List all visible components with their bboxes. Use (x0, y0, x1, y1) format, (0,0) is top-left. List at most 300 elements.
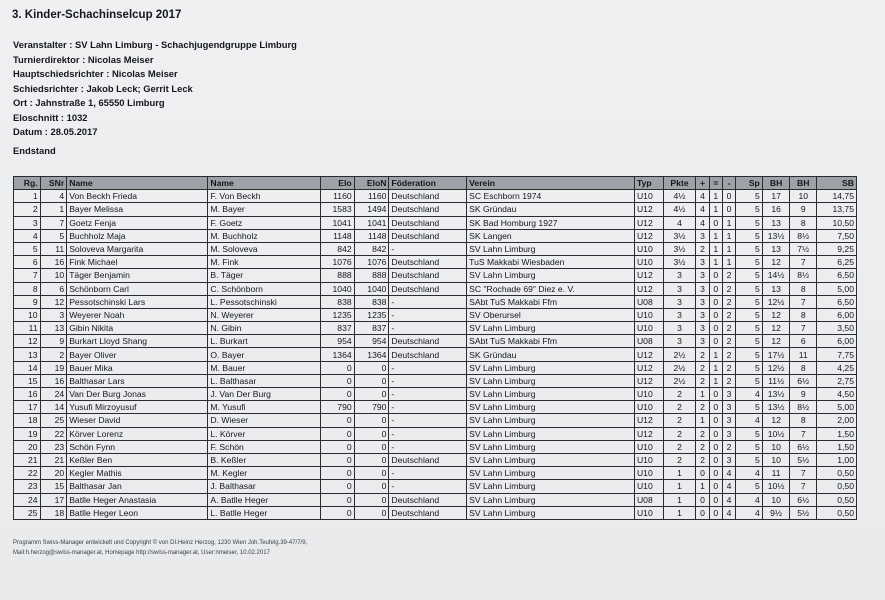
cell-elo-national: 0 (354, 440, 389, 453)
cell-elo-national: 0 (354, 506, 389, 519)
cell-wins: 0 (696, 467, 709, 480)
cell-elo: 842 (320, 242, 354, 255)
cell-start-number: 16 (40, 374, 67, 387)
cell-federation: Deutschland (389, 269, 467, 282)
header-type: Typ (634, 177, 663, 190)
cell-points: 2 (663, 388, 696, 401)
cell-federation: - (389, 374, 467, 387)
cell-losses: 4 (722, 493, 735, 506)
cell-start-number: 7 (40, 216, 67, 229)
header-games: Sp (736, 177, 763, 190)
cell-type: U10 (634, 388, 663, 401)
cell-losses: 4 (722, 467, 735, 480)
cell-rank: 18 (14, 414, 41, 427)
cell-start-number: 13 (40, 322, 67, 335)
cell-buchholz-cut: 10 (790, 190, 817, 203)
cell-sonneborn-berger: 1,50 (817, 440, 857, 453)
cell-wins: 2 (696, 401, 709, 414)
cell-games: 4 (736, 506, 763, 519)
cell-name: Gibin Nikita (67, 322, 208, 335)
cell-elo-national: 0 (354, 467, 389, 480)
cell-wins: 1 (696, 388, 709, 401)
cell-short-name: M. Soloveva (208, 242, 321, 255)
cell-club: SV Lahn Limburg (467, 453, 635, 466)
cell-points: 2 (663, 414, 696, 427)
cell-short-name: M. Bayer (208, 203, 321, 216)
cell-elo: 888 (320, 269, 354, 282)
info-line-arbiters: Schiedsrichter : Jakob Leck; Gerrit Leck (13, 82, 193, 94)
cell-losses: 0 (722, 190, 735, 203)
cell-wins: 3 (696, 335, 709, 348)
cell-club: SV Lahn Limburg (467, 361, 635, 374)
cell-buchholz: 11 (762, 467, 790, 480)
cell-sonneborn-berger: 0,50 (817, 506, 857, 519)
cell-games: 5 (736, 242, 763, 255)
cell-losses: 0 (722, 203, 735, 216)
cell-draws: 1 (709, 361, 722, 374)
cell-wins: 0 (696, 506, 709, 519)
cell-federation: Deutschland (389, 335, 467, 348)
cell-buchholz: 10 (762, 493, 790, 506)
cell-type: U12 (634, 229, 663, 242)
cell-games: 4 (736, 388, 763, 401)
cell-club: SV Lahn Limburg (467, 467, 635, 480)
header-club: Verein (467, 177, 635, 190)
cell-sonneborn-berger: 0,50 (817, 467, 857, 480)
cell-federation: - (389, 361, 467, 374)
cell-draws: 0 (709, 216, 722, 229)
cell-elo-national: 1235 (354, 308, 389, 321)
cell-draws: 0 (709, 493, 722, 506)
cell-elo: 0 (320, 493, 354, 506)
cell-elo-national: 1494 (354, 203, 389, 216)
cell-club: SK Bad Homburg 1927 (467, 216, 635, 229)
cell-sonneborn-berger: 2,00 (817, 414, 857, 427)
cell-losses: 4 (722, 480, 735, 493)
cell-games: 5 (736, 269, 763, 282)
table-row (14, 374, 857, 387)
cell-elo: 1583 (320, 203, 354, 216)
cell-start-number: 6 (40, 282, 67, 295)
cell-buchholz-cut: 5½ (790, 453, 817, 466)
cell-sonneborn-berger: 0,50 (817, 480, 857, 493)
cell-name: Körver Lorenz (67, 427, 208, 440)
cell-name: Balthasar Jan (67, 480, 208, 493)
standings-table (13, 176, 857, 520)
header-sonneborn-berger: SB (817, 177, 857, 190)
cell-losses: 3 (722, 427, 735, 440)
cell-elo-national: 790 (354, 401, 389, 414)
cell-sonneborn-berger: 4,50 (817, 388, 857, 401)
cell-name: Yusufi Mirzoyusuf (67, 401, 208, 414)
cell-rank: 13 (14, 348, 41, 361)
cell-club: SV Lahn Limburg (467, 480, 635, 493)
cell-club: SV Lahn Limburg (467, 322, 635, 335)
cell-buchholz-cut: 8 (790, 414, 817, 427)
cell-rank: 4 (14, 229, 41, 242)
cell-sonneborn-berger: 6,00 (817, 335, 857, 348)
cell-buchholz-cut: 7 (790, 467, 817, 480)
cell-losses: 2 (722, 308, 735, 321)
cell-rank: 22 (14, 467, 41, 480)
cell-elo: 0 (320, 506, 354, 519)
cell-points: 3 (663, 282, 696, 295)
cell-club: SV Lahn Limburg (467, 401, 635, 414)
cell-games: 5 (736, 335, 763, 348)
cell-sonneborn-berger: 0,50 (817, 493, 857, 506)
cell-club: SV Lahn Limburg (467, 374, 635, 387)
cell-losses: 2 (722, 295, 735, 308)
cell-rank: 17 (14, 401, 41, 414)
cell-draws: 1 (709, 256, 722, 269)
cell-elo-national: 0 (354, 480, 389, 493)
cell-federation: - (389, 308, 467, 321)
cell-elo-national: 838 (354, 295, 389, 308)
cell-buchholz: 10½ (762, 427, 790, 440)
cell-buchholz-cut: 8½ (790, 269, 817, 282)
cell-club: SV Lahn Limburg (467, 427, 635, 440)
cell-buchholz: 13½ (762, 401, 790, 414)
cell-buchholz: 12 (762, 308, 790, 321)
cell-start-number: 22 (40, 427, 67, 440)
cell-sonneborn-berger: 5,00 (817, 282, 857, 295)
cell-points: 3 (663, 335, 696, 348)
cell-games: 5 (736, 348, 763, 361)
cell-name: Bayer Oliver (67, 348, 208, 361)
cell-type: U12 (634, 427, 663, 440)
cell-name: Bauer Mika (67, 361, 208, 374)
cell-club: TuS Makkabi Wiesbaden (467, 256, 635, 269)
cell-games: 5 (736, 308, 763, 321)
cell-sonneborn-berger: 1,50 (817, 427, 857, 440)
cell-federation: - (389, 440, 467, 453)
cell-elo-national: 1364 (354, 348, 389, 361)
cell-sonneborn-berger: 6,50 (817, 295, 857, 308)
info-line-location: Ort : Jahnstraße 1, 65550 Limburg (13, 97, 165, 108)
cell-wins: 3 (696, 229, 709, 242)
cell-start-number: 2 (40, 348, 67, 361)
cell-wins: 2 (696, 242, 709, 255)
cell-rank: 9 (14, 295, 41, 308)
cell-points: 1 (663, 467, 696, 480)
cell-name: Bayer Melissa (67, 203, 208, 216)
cell-name: Schönborn Carl (67, 282, 208, 295)
cell-club: SV Lahn Limburg (467, 493, 635, 506)
cell-wins: 3 (696, 256, 709, 269)
cell-short-name: N. Gibin (208, 322, 321, 335)
cell-short-name: L. Pessotschinski (208, 295, 321, 308)
cell-name: Batlle Heger Anastasia (67, 493, 208, 506)
cell-draws: 0 (709, 440, 722, 453)
cell-federation: - (389, 322, 467, 335)
cell-wins: 1 (696, 480, 709, 493)
cell-buchholz: 17 (762, 190, 790, 203)
cell-games: 5 (736, 282, 763, 295)
cell-sonneborn-berger: 14,75 (817, 190, 857, 203)
cell-sonneborn-berger: 3,50 (817, 322, 857, 335)
cell-buchholz-cut: 7 (790, 256, 817, 269)
cell-wins: 3 (696, 308, 709, 321)
cell-points: 2½ (663, 361, 696, 374)
cell-buchholz: 10 (762, 440, 790, 453)
cell-sonneborn-berger: 7,50 (817, 229, 857, 242)
cell-points: 3 (663, 308, 696, 321)
cell-buchholz-cut: 11 (790, 348, 817, 361)
cell-buchholz-cut: 7½ (790, 242, 817, 255)
cell-federation: Deutschland (389, 256, 467, 269)
cell-name: Kegler Mathis (67, 467, 208, 480)
cell-type: U10 (634, 308, 663, 321)
cell-sonneborn-berger: 2,75 (817, 374, 857, 387)
cell-start-number: 19 (40, 361, 67, 374)
cell-short-name: A. Batlle Heger (208, 493, 321, 506)
cell-short-name: O. Bayer (208, 348, 321, 361)
cell-federation: - (389, 427, 467, 440)
cell-start-number: 24 (40, 388, 67, 401)
cell-draws: 1 (709, 374, 722, 387)
cell-losses: 2 (722, 440, 735, 453)
cell-club: SV Lahn Limburg (467, 242, 635, 255)
cell-rank: 14 (14, 361, 41, 374)
cell-games: 5 (736, 374, 763, 387)
cell-rank: 8 (14, 282, 41, 295)
cell-short-name: D. Wieser (208, 414, 321, 427)
cell-draws: 0 (709, 453, 722, 466)
cell-points: 3½ (663, 256, 696, 269)
cell-type: U08 (634, 335, 663, 348)
cell-buchholz-cut: 7 (790, 322, 817, 335)
cell-points: 4½ (663, 203, 696, 216)
cell-buchholz-cut: 5½ (790, 506, 817, 519)
table-row (14, 361, 857, 374)
cell-elo: 0 (320, 388, 354, 401)
cell-buchholz-cut: 8½ (790, 229, 817, 242)
table-row (14, 480, 857, 493)
cell-points: 4 (663, 216, 696, 229)
cell-buchholz: 12 (762, 256, 790, 269)
header-elo: Elo (320, 177, 354, 190)
cell-losses: 1 (722, 229, 735, 242)
cell-short-name: M. Yusufi (208, 401, 321, 414)
cell-elo: 1160 (320, 190, 354, 203)
cell-buchholz-cut: 8 (790, 282, 817, 295)
cell-draws: 0 (709, 308, 722, 321)
cell-name: Weyerer Noah (67, 308, 208, 321)
cell-draws: 0 (709, 480, 722, 493)
cell-buchholz: 12 (762, 335, 790, 348)
cell-name: Van Der Burg Jonas (67, 388, 208, 401)
cell-name: Schön Fynn (67, 440, 208, 453)
cell-elo-national: 1076 (354, 256, 389, 269)
cell-elo-national: 0 (354, 493, 389, 506)
cell-points: 1 (663, 506, 696, 519)
cell-buchholz-cut: 7 (790, 427, 817, 440)
cell-rank: 16 (14, 388, 41, 401)
cell-short-name: M. Fink (208, 256, 321, 269)
cell-sonneborn-berger: 6,50 (817, 269, 857, 282)
header-losses: - (722, 177, 735, 190)
cell-short-name: L. Balthasar (208, 374, 321, 387)
cell-federation: Deutschland (389, 203, 467, 216)
cell-games: 5 (736, 322, 763, 335)
cell-club: SV Lahn Limburg (467, 269, 635, 282)
table-row (14, 506, 857, 519)
cell-name: Fink Michael (67, 256, 208, 269)
table-row (14, 190, 857, 203)
cell-losses: 4 (722, 506, 735, 519)
cell-start-number: 16 (40, 256, 67, 269)
cell-name: Balthasar Lars (67, 374, 208, 387)
cell-elo-national: 954 (354, 335, 389, 348)
cell-losses: 1 (722, 242, 735, 255)
cell-type: U12 (634, 269, 663, 282)
cell-points: 2½ (663, 374, 696, 387)
cell-rank: 5 (14, 242, 41, 255)
cell-type: U10 (634, 506, 663, 519)
cell-elo: 1235 (320, 308, 354, 321)
table-row (14, 493, 857, 506)
cell-type: U08 (634, 493, 663, 506)
cell-rank: 2 (14, 203, 41, 216)
cell-federation: - (389, 414, 467, 427)
tournament-info (13, 38, 297, 140)
cell-elo: 790 (320, 401, 354, 414)
cell-name: Keßler Ben (67, 453, 208, 466)
cell-losses: 3 (722, 388, 735, 401)
cell-federation: Deutschland (389, 506, 467, 519)
page-title: 3. Kinder-Schachinselcup 2017 (12, 9, 182, 21)
cell-points: 2 (663, 427, 696, 440)
cell-club: SK Gründau (467, 348, 635, 361)
cell-points: 2½ (663, 348, 696, 361)
cell-losses: 2 (722, 361, 735, 374)
cell-buchholz: 10 (762, 453, 790, 466)
cell-games: 4 (736, 467, 763, 480)
cell-name: Täger Benjamin (67, 269, 208, 282)
cell-rank: 11 (14, 322, 41, 335)
header-draws: = (709, 177, 722, 190)
cell-elo-national: 1041 (354, 216, 389, 229)
cell-start-number: 25 (40, 414, 67, 427)
cell-start-number: 10 (40, 269, 67, 282)
cell-buchholz: 12½ (762, 361, 790, 374)
cell-wins: 3 (696, 282, 709, 295)
cell-points: 3 (663, 269, 696, 282)
table-row (14, 322, 857, 335)
cell-elo: 0 (320, 453, 354, 466)
cell-draws: 0 (709, 282, 722, 295)
header-buchholz-cut: BH (790, 177, 817, 190)
cell-losses: 2 (722, 282, 735, 295)
cell-wins: 2 (696, 348, 709, 361)
cell-buchholz: 13 (762, 282, 790, 295)
cell-short-name: J. Van Der Burg (208, 388, 321, 401)
cell-wins: 2 (696, 361, 709, 374)
cell-buchholz-cut: 9 (790, 203, 817, 216)
cell-short-name: M. Buchholz (208, 229, 321, 242)
info-line-date: Datum : 28.05.2017 (13, 126, 98, 137)
cell-type: U10 (634, 440, 663, 453)
cell-start-number: 12 (40, 295, 67, 308)
cell-draws: 0 (709, 335, 722, 348)
cell-federation: Deutschland (389, 282, 467, 295)
cell-draws: 0 (709, 388, 722, 401)
cell-federation: - (389, 480, 467, 493)
cell-elo: 838 (320, 295, 354, 308)
cell-losses: 3 (722, 401, 735, 414)
cell-rank: 19 (14, 427, 41, 440)
cell-elo: 0 (320, 414, 354, 427)
cell-short-name: M. Bauer (208, 361, 321, 374)
cell-elo: 0 (320, 361, 354, 374)
cell-elo: 0 (320, 467, 354, 480)
cell-elo-national: 0 (354, 361, 389, 374)
cell-games: 5 (736, 256, 763, 269)
cell-wins: 1 (696, 414, 709, 427)
cell-type: U10 (634, 401, 663, 414)
cell-federation: Deutschland (389, 493, 467, 506)
cell-short-name: L. Körver (208, 427, 321, 440)
cell-sonneborn-berger: 6,00 (817, 308, 857, 321)
cell-elo: 1364 (320, 348, 354, 361)
cell-points: 4½ (663, 190, 696, 203)
cell-elo: 1041 (320, 216, 354, 229)
cell-buchholz-cut: 6 (790, 335, 817, 348)
cell-club: SAbt TuS Makkabi Ffm (467, 335, 635, 348)
cell-games: 5 (736, 203, 763, 216)
table-body (14, 190, 857, 520)
info-line-elo-average: Eloschnitt : 1032 (13, 111, 88, 123)
cell-club: SC Eschborn 1974 (467, 190, 635, 203)
cell-buchholz: 13 (762, 242, 790, 255)
table-row (14, 203, 857, 216)
cell-type: U12 (634, 361, 663, 374)
table-row (14, 216, 857, 229)
cell-club: SV Lahn Limburg (467, 388, 635, 401)
cell-elo: 1040 (320, 282, 354, 295)
cell-draws: 1 (709, 229, 722, 242)
cell-wins: 2 (696, 427, 709, 440)
cell-federation: - (389, 401, 467, 414)
cell-type: U12 (634, 282, 663, 295)
table-row (14, 308, 857, 321)
footer-line: Programm Swiss-Manager entwickelt und Copyright © von DI.Heinz Herzog, 1230 Wien Joh.Teufelg.39-47/7/9, (13, 540, 308, 546)
cell-elo: 1148 (320, 229, 354, 242)
table-row (14, 269, 857, 282)
cell-elo-national: 1160 (354, 190, 389, 203)
cell-start-number: 4 (40, 190, 67, 203)
table-row (14, 401, 857, 414)
cell-buchholz: 12½ (762, 295, 790, 308)
cell-federation: Deutschland (389, 229, 467, 242)
table-row (14, 295, 857, 308)
cell-club: SV Oberursel (467, 308, 635, 321)
footer-copyright (13, 538, 307, 558)
cell-elo-national: 1148 (354, 229, 389, 242)
cell-wins: 0 (696, 493, 709, 506)
cell-federation: Deutschland (389, 348, 467, 361)
cell-rank: 15 (14, 374, 41, 387)
cell-losses: 2 (722, 335, 735, 348)
cell-draws: 0 (709, 414, 722, 427)
cell-wins: 4 (696, 190, 709, 203)
cell-points: 3 (663, 295, 696, 308)
cell-short-name: F. Schön (208, 440, 321, 453)
cell-start-number: 21 (40, 453, 67, 466)
cell-sonneborn-berger: 5,00 (817, 401, 857, 414)
cell-sonneborn-berger: 6,25 (817, 256, 857, 269)
cell-elo-national: 0 (354, 414, 389, 427)
